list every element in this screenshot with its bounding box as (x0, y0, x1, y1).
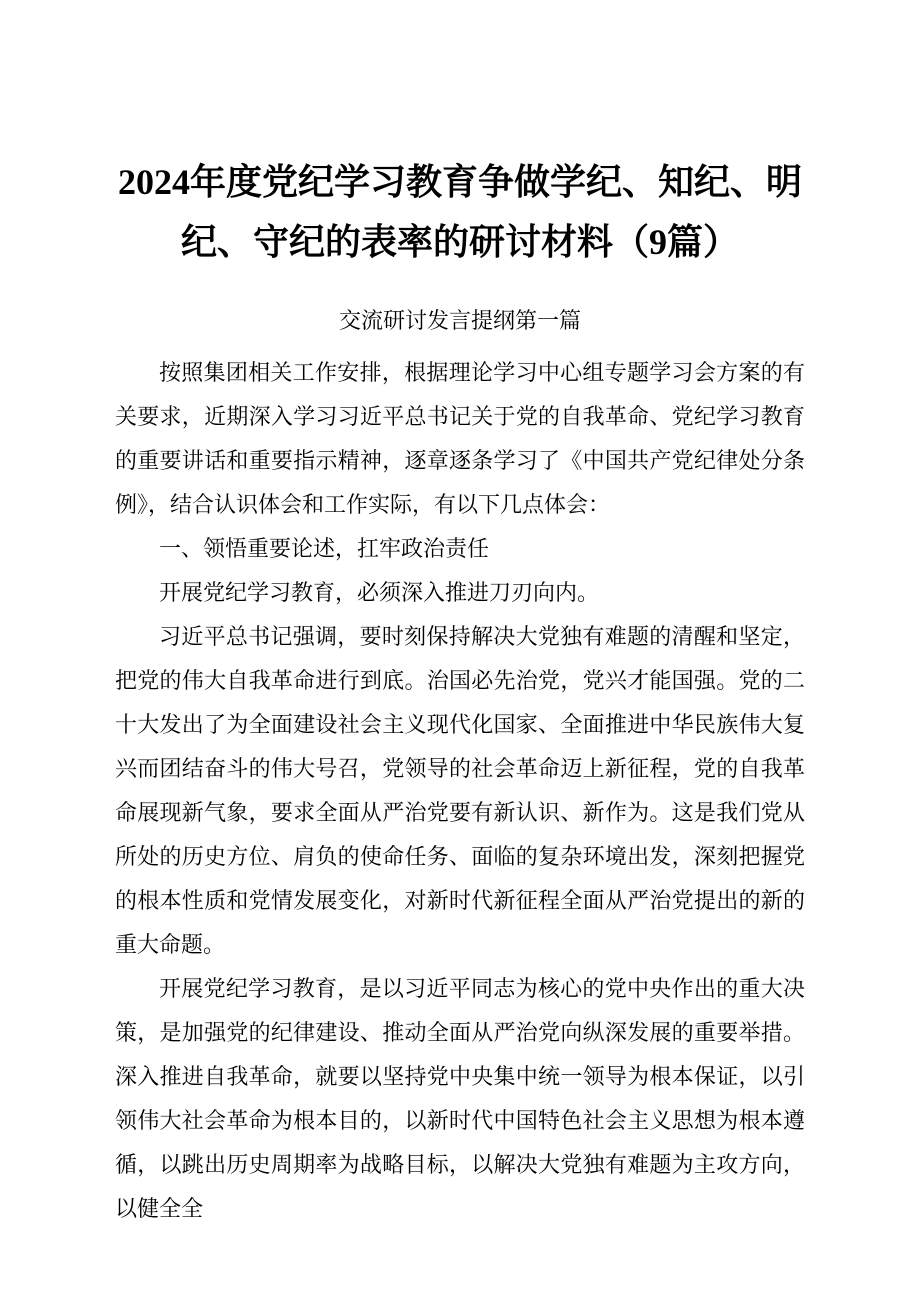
document-subtitle: 交流研讨发言提纲第一篇 (338, 308, 581, 333)
document-body (115, 351, 805, 1231)
paragraph: 开展党纪学习教育，必须深入推进刀刃向内。 (159, 580, 600, 605)
paragraph: 开展党纪学习教育，是以习近平同志为核心的党中央作出的重大决策，是加强党的纪律建设、推动全面从严治党向纵深发展的重要举措。深入推进自我革命，就要以坚持党中央集中统一领导为根本保证，以引领伟大社会革命为根本目的，以新时代中国特色社会主义思想为根本遵循，以跳出历史周期率为战略目标，以解决大党独有难题为主攻方向，以健全全 (115, 976, 805, 1221)
paragraph: 按照集团相关工作安排，根据理论学习中心组专题学习会方案的有关要求，近期深入学习习近平总书记关于党的自我革命、党纪学习教育的重要讲话和重要指示精神，逐章逐条学习了《中国共产党纪律处分条例》，结合认识体会和工作实际，有以下几点体会： (115, 360, 805, 517)
section-heading: 一、领悟重要论述，扛牢政治责任 (159, 536, 490, 561)
document-title: 2024年度党纪学习教育争做学纪、知纪、明纪、守纪的表率的研讨材料（9篇） (117, 162, 802, 262)
paragraph: 习近平总书记强调，要时刻保持解决大党独有难题的清醒和坚定，把党的伟大自我革命进行到底。治国必先治党，党兴才能国强。党的二十大发出了为全面建设社会主义现代化国家、全面推进中华民族伟大复兴而团结奋斗的伟大号召，党领导的社会革命迈上新征程，党的自我革命展现新气象，要求全面从严治党要有新认识、新作为。这是我们党从所处的历史方位、肩负的使命任务、面临的复杂环境出发，深刻把握党的根本性质和党情发展变化，对新时代新征程全面从严治党提出的新的重大命题。 (115, 624, 805, 957)
